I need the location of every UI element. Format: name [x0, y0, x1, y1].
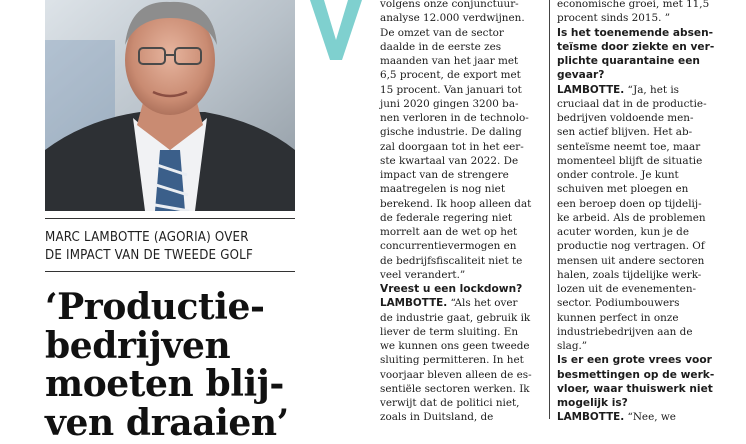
body-text-line: productie nog vertragen. Of — [557, 240, 705, 253]
speaker-quote-start: “Als het over — [447, 297, 518, 310]
body-text-line: bedrijven voldoende men- — [557, 112, 694, 124]
body-text-line: zal doorgaan tot in het eer- — [380, 140, 524, 153]
body-text-line: volgens onze conjunctuur- — [380, 0, 519, 10]
caption-affiliation: (AGORIA) OVER — [153, 230, 249, 245]
body-text-line: onder controle. Je kunt — [557, 169, 679, 181]
speaker-quote-start: “Nee, we — [624, 411, 676, 424]
body-text-line: kunnen perfect in onze — [557, 311, 679, 324]
body-text-line: ste kwartaal van 2022. De — [380, 154, 519, 167]
column-divider — [549, 0, 550, 419]
body-text-line: impact van de strengere — [380, 169, 509, 181]
body-text-line: 6,5 procent, de export met — [380, 69, 521, 82]
body-text-line: juni 2020 gingen 3200 ba- — [380, 97, 519, 110]
interview-question-line: vloer, waar thuiswerk niet — [557, 382, 713, 395]
body-text-line: sentiële sectoren werken. Ik — [380, 382, 530, 395]
caption-person-name: MARC LAMBOTTE — [45, 230, 150, 245]
caption-top-rule — [45, 218, 295, 219]
body-text-line: maanden van het jaar met — [380, 55, 519, 67]
body-text-line: mensen uit andere sectoren — [557, 254, 705, 267]
body-text-line: daalde in de eerste zes — [380, 40, 502, 53]
body-text-line: voorjaar bleven alleen de es- — [380, 368, 532, 381]
speaker-name: LAMBOTTE. — [380, 297, 448, 310]
body-text-line: de federale regering niet — [380, 211, 513, 224]
body-text-line: schuiven met ploegen en — [557, 183, 689, 196]
caption-bottom-rule — [45, 271, 295, 272]
body-text-line: procent sinds 2015. ” — [557, 12, 671, 25]
interview-question-line: Is het toenemende absen- — [557, 26, 714, 39]
body-text-line: lozen uit de evenementen- — [557, 283, 697, 295]
body-text-line: halen, zoals tijdelijke werk- — [557, 268, 702, 281]
body-text-line: 15 procent. Van januari tot — [380, 83, 522, 96]
headline-line: ‘Productie- — [45, 286, 265, 328]
body-text-line: sector. Podiumbouwers — [557, 297, 680, 310]
portrait-photo — [45, 0, 295, 211]
body-text-line: cruciaal dat in de productie- — [557, 97, 707, 110]
body-text-line: slag.” — [557, 340, 588, 352]
body-text-line: we kunnen ons geen tweede — [380, 340, 530, 352]
speaker-line — [557, 410, 733, 424]
body-text-line: de industrie gaat, gebruik ik — [380, 311, 531, 324]
article-column-2 — [557, 0, 733, 425]
drop-cap-v-icon — [306, 0, 366, 60]
headline-line: bedrijven — [45, 324, 231, 367]
interview-question-line: besmettingen op de werk- — [557, 368, 715, 381]
body-text-line: de bedrijfsfiscaliteit niet te — [380, 254, 523, 267]
speaker-name: LAMBOTTE. — [557, 411, 625, 424]
body-text-line: veel verandert.” — [380, 268, 466, 281]
drop-cap-v-shape — [306, 0, 366, 60]
interview-question-line: gevaar? — [557, 69, 605, 82]
interview-question-line: teïsme door ziekte en ver- — [557, 40, 715, 53]
interview-question-line: mogelijk is? — [557, 397, 628, 409]
caption-line-1 — [45, 229, 295, 247]
article-column-1 — [380, 0, 544, 425]
body-text-line: De omzet van de sector — [380, 26, 504, 39]
body-text-line: industriebedrijven aan de — [557, 325, 693, 338]
interview-question-line: Is er een grote vrees voor — [557, 354, 712, 367]
body-text-line: morrelt aan de wet op het — [380, 226, 518, 238]
body-text-line: senteïsme neemt toe, maar — [557, 140, 701, 153]
body-text-line: ke arbeid. Als de problemen — [557, 211, 706, 224]
body-text-line: verwijt dat de politici niet, — [380, 397, 520, 409]
body-text-line: gische industrie. De daling — [380, 126, 522, 139]
body-text-line: zoals in Duitsland, de — [380, 411, 494, 424]
body-text-line: acuter worden, kun je de — [557, 226, 689, 238]
body-text-line: economische groei, met 11,5 — [557, 0, 710, 10]
body-text-line: momenteel blijft de situatie — [557, 154, 703, 167]
headline-line: ven draaien’ — [45, 401, 289, 444]
body-text-line: concurrentievermogen en — [380, 240, 517, 253]
speaker-quote-start: “Ja, het is — [624, 83, 680, 96]
body-text-line: sluiting permitteren. In het — [380, 354, 524, 367]
body-text-line: maatregelen is nog niet — [380, 183, 506, 196]
speaker-line — [380, 296, 544, 310]
body-text-line: een beroep doen op tijdelij- — [557, 197, 702, 210]
speaker-line — [557, 83, 733, 97]
body-text-line: sen actief blijven. Het ab- — [557, 126, 693, 139]
speaker-name: LAMBOTTE. — [557, 83, 625, 96]
body-text-line: berekend. Ik hoop alleen dat — [380, 197, 532, 210]
photo-caption — [45, 229, 295, 265]
interview-question-line: Vreest u een lockdown? — [380, 283, 523, 295]
body-text-line: nen verloren in de technolo- — [380, 112, 529, 124]
caption-line-2: DE IMPACT VAN DE TWEEDE GOLF — [45, 248, 253, 263]
body-text-line: liever de term sluiting. En — [380, 325, 519, 338]
headline-line: moeten blij- — [45, 363, 284, 405]
body-text-line: analyse 12.000 verdwijnen. — [380, 12, 525, 25]
portrait-illustration — [45, 0, 295, 211]
interview-question-line: plichte quarantaine een — [557, 55, 700, 67]
